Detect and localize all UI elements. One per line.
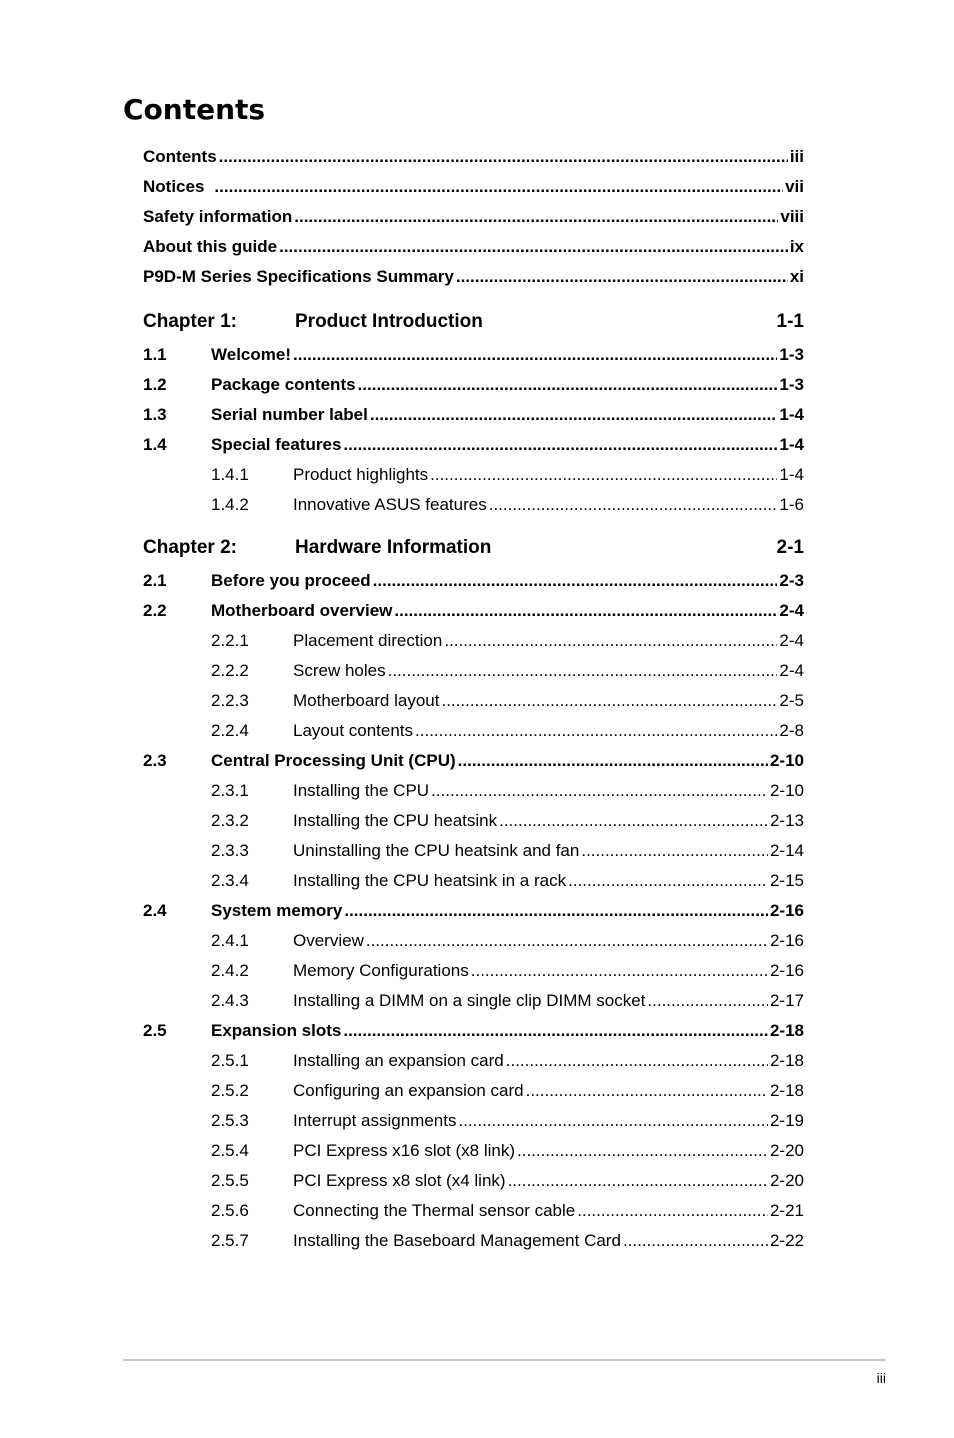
toc-entry-number: 2.4 xyxy=(143,901,167,920)
toc-entry-number: 2.1 xyxy=(143,571,167,590)
toc-entry-page: vii xyxy=(785,177,804,196)
toc-entry-label: Uninstalling the CPU heatsink and fan xyxy=(293,841,580,860)
toc-entry-number: 2.2.3 xyxy=(211,691,249,710)
chapter-number: Chapter 2: xyxy=(143,537,237,558)
toc-entry[interactable] xyxy=(143,1226,804,1256)
toc-entry-page: 2-10 xyxy=(769,781,804,800)
page-title: Contents xyxy=(123,93,266,126)
toc-entry[interactable] xyxy=(143,460,804,490)
toc-entry-page: 2-14 xyxy=(769,841,804,860)
toc-entry-page: viii xyxy=(780,207,804,226)
dot-leader xyxy=(214,177,783,197)
toc-entry-number: 1.4 xyxy=(143,435,167,454)
toc-entry-label: Installing the Baseboard Management Card xyxy=(293,1231,621,1250)
dot-leader xyxy=(431,781,768,801)
dot-leader xyxy=(219,147,788,167)
toc-entry[interactable] xyxy=(143,746,804,776)
toc-entry-page: 2-16 xyxy=(769,931,804,950)
toc-entry-number: 2.5.6 xyxy=(211,1201,249,1220)
toc-entry[interactable] xyxy=(143,686,804,716)
toc-entry[interactable] xyxy=(143,986,804,1016)
toc-entry-label: Contents xyxy=(143,147,217,166)
dot-leader xyxy=(279,237,788,257)
dot-leader xyxy=(394,601,777,621)
toc-entry-page: 2-20 xyxy=(769,1171,804,1190)
toc-entry-label: Before you proceed xyxy=(211,571,371,590)
toc-entry-page: 2-4 xyxy=(779,631,804,650)
dot-leader xyxy=(568,871,768,891)
toc-entry-label: Motherboard overview xyxy=(211,601,393,620)
toc-entry[interactable] xyxy=(143,430,804,460)
toc-entry-label: Installing an expansion card xyxy=(293,1051,504,1070)
toc-entry-label: PCI Express x8 slot (x4 link) xyxy=(293,1171,506,1190)
toc-entry-label: Motherboard layout xyxy=(293,691,440,710)
toc-entry-number: 2.5.7 xyxy=(211,1231,249,1250)
toc-entry-label: Central Processing Unit (CPU) xyxy=(211,751,456,770)
toc-entry-page: 1-3 xyxy=(779,345,804,364)
toc-entry-page: 2-4 xyxy=(779,661,804,680)
dot-leader xyxy=(458,1111,768,1131)
toc-entry-label: Interrupt assignments xyxy=(293,1111,457,1130)
dot-leader xyxy=(623,1231,768,1251)
toc-entry-label: Installing the CPU heatsink xyxy=(293,811,498,830)
dot-leader xyxy=(581,841,768,861)
toc-entry[interactable] xyxy=(143,1196,804,1226)
toc-entry[interactable] xyxy=(143,1076,804,1106)
toc-entry[interactable] xyxy=(143,490,804,520)
toc-entry-page: xi xyxy=(789,267,804,286)
toc-entry[interactable] xyxy=(143,956,804,986)
toc-entry-specifications-summary[interactable] xyxy=(143,262,804,292)
dot-leader xyxy=(366,931,768,951)
front-matter-list xyxy=(143,142,804,292)
dot-leader xyxy=(294,207,778,227)
toc-entry-number: 2.2 xyxy=(143,601,167,620)
toc-entry-number: 2.3.3 xyxy=(211,841,249,860)
dot-leader xyxy=(499,811,768,831)
toc-entry-label: Connecting the Thermal sensor cable xyxy=(293,1201,576,1220)
toc-entry[interactable] xyxy=(143,400,804,430)
toc-entry[interactable] xyxy=(143,926,804,956)
toc-entry[interactable] xyxy=(143,340,804,370)
toc-entry-page: 2-16 xyxy=(769,961,804,980)
dot-leader xyxy=(489,495,778,515)
toc-entry-label: Serial number label xyxy=(211,405,368,424)
toc-entry-label: Package contents xyxy=(211,375,356,394)
toc-entry-label: PCI Express x16 slot (x8 link) xyxy=(293,1141,516,1160)
toc-entry[interactable] xyxy=(143,806,804,836)
toc-entry[interactable] xyxy=(143,1136,804,1166)
chapter-page: 2-1 xyxy=(776,537,804,558)
toc-entry-page: 2-10 xyxy=(769,751,804,770)
toc-entry-number: 2.3 xyxy=(143,751,167,770)
toc-entry[interactable] xyxy=(143,656,804,686)
toc-entry[interactable] xyxy=(143,596,804,626)
dot-leader xyxy=(508,1171,768,1191)
dot-leader xyxy=(388,661,778,681)
dot-leader xyxy=(471,961,768,981)
toc-entry-page: 1-4 xyxy=(779,405,804,424)
toc-entry-number: 2.5 xyxy=(143,1021,167,1040)
toc-entry-page: 2-18 xyxy=(769,1051,804,1070)
toc-entry-page: ix xyxy=(789,237,804,256)
chapter-page: 1-1 xyxy=(776,311,804,332)
dot-leader xyxy=(517,1141,768,1161)
toc-entry-label: Notices xyxy=(143,177,205,196)
toc-entry[interactable] xyxy=(143,1106,804,1136)
toc-entry-number: 1.4.2 xyxy=(211,495,249,514)
toc-entry-label: Safety information xyxy=(143,207,293,226)
toc-entry-label: Welcome! xyxy=(211,345,291,364)
toc-entry[interactable] xyxy=(143,716,804,746)
dot-leader xyxy=(430,465,777,485)
chapter-title: Hardware Information xyxy=(295,537,492,558)
dot-leader xyxy=(344,901,768,921)
toc-entry-page: 2-16 xyxy=(769,901,804,920)
dot-leader xyxy=(343,435,777,455)
toc-entry-number: 2.5.4 xyxy=(211,1141,249,1160)
dot-leader xyxy=(526,1081,768,1101)
dot-leader xyxy=(370,405,778,425)
toc-entry[interactable] xyxy=(143,626,804,656)
toc-entry-safety-information[interactable] xyxy=(143,202,804,232)
chapter-heading[interactable] xyxy=(143,530,804,566)
toc-entry-contents[interactable] xyxy=(143,142,804,172)
toc-entry-page: 2-8 xyxy=(779,721,804,740)
toc-entry-label: Installing a DIMM on a single clip DIMM socket xyxy=(293,991,646,1010)
toc-entry[interactable] xyxy=(143,566,804,596)
dot-leader xyxy=(441,691,777,711)
toc-entry-label: Product highlights xyxy=(293,465,429,484)
toc-entry-page: 1-3 xyxy=(779,375,804,394)
toc-entry[interactable] xyxy=(143,896,804,926)
toc-entry[interactable] xyxy=(143,370,804,400)
toc-entry-label: Layout contents xyxy=(293,721,414,740)
dot-leader xyxy=(577,1201,768,1221)
toc-entry-number: 2.5.1 xyxy=(211,1051,249,1070)
toc-entry-page: 2-17 xyxy=(769,991,804,1010)
toc-entry-page: 2-3 xyxy=(779,571,804,590)
toc-entry-number: 2.3.2 xyxy=(211,811,249,830)
toc-entry-label: P9D-M Series Specifications Summary xyxy=(143,267,454,286)
toc-entry-page: iii xyxy=(789,147,804,166)
toc-entry-number: 2.5.5 xyxy=(211,1171,249,1190)
toc-entry[interactable] xyxy=(143,1016,804,1046)
toc-entry-page: 2-18 xyxy=(769,1081,804,1100)
toc-entry[interactable] xyxy=(143,836,804,866)
toc-entry-page: 1-4 xyxy=(779,465,804,484)
toc-entry-number: 2.2.4 xyxy=(211,721,249,740)
page-number: iii xyxy=(876,1370,886,1386)
toc-entry-notices[interactable] xyxy=(143,172,804,202)
chapter-number: Chapter 1: xyxy=(143,311,237,332)
toc-entry-label: Placement direction xyxy=(293,631,443,650)
toc-entry-number: 2.5.2 xyxy=(211,1081,249,1100)
dot-leader xyxy=(343,1021,768,1041)
chapter-title: Product Introduction xyxy=(295,311,483,332)
toc-entry-page: 2-22 xyxy=(769,1231,804,1250)
toc-entry[interactable] xyxy=(143,866,804,896)
toc-entry-label: Installing the CPU xyxy=(293,781,430,800)
chapter-2-section xyxy=(143,530,804,1256)
toc-entry-label: About this guide xyxy=(143,237,278,256)
dot-leader xyxy=(506,1051,768,1071)
dot-leader xyxy=(358,375,778,395)
toc-entry-label: System memory xyxy=(211,901,343,920)
toc-entry-number: 2.3.4 xyxy=(211,871,249,890)
dot-leader xyxy=(373,571,778,591)
chapter-1-section xyxy=(143,304,804,520)
dot-leader xyxy=(293,345,777,365)
toc-entry-number: 2.4.3 xyxy=(211,991,249,1010)
toc-entry-number: 2.4.1 xyxy=(211,931,249,950)
toc-entry-page: 1-6 xyxy=(779,495,804,514)
dot-leader xyxy=(456,267,788,287)
dot-leader xyxy=(458,751,768,771)
toc-entry-label: Expansion slots xyxy=(211,1021,342,1040)
toc-entry-about-this-guide[interactable] xyxy=(143,232,804,262)
toc-entry-page: 2-13 xyxy=(769,811,804,830)
dot-leader xyxy=(444,631,777,651)
toc-entry-number: 2.2.1 xyxy=(211,631,249,650)
toc-entry-page: 2-4 xyxy=(779,601,804,620)
toc-entry-label: Memory Configurations xyxy=(293,961,469,980)
toc-entry-number: 1.4.1 xyxy=(211,465,249,484)
toc-entry-page: 2-5 xyxy=(779,691,804,710)
toc-entry-page: 2-19 xyxy=(769,1111,804,1130)
toc-entry-label: Configuring an expansion card xyxy=(293,1081,524,1100)
toc-entry-page: 1-4 xyxy=(779,435,804,454)
toc-entry[interactable] xyxy=(143,1046,804,1076)
dot-leader xyxy=(415,721,777,741)
toc-entry-label: Screw holes xyxy=(293,661,386,680)
chapter-2-entries xyxy=(143,566,804,1256)
toc-entry-number: 2.2.2 xyxy=(211,661,249,680)
toc-entry-page: 2-18 xyxy=(769,1021,804,1040)
toc-entry[interactable] xyxy=(143,1166,804,1196)
toc-entry-number: 2.3.1 xyxy=(211,781,249,800)
toc-entry-number: 2.5.3 xyxy=(211,1111,249,1130)
toc-entry-label: Installing the CPU heatsink in a rack xyxy=(293,871,567,890)
toc-entry-page: 2-20 xyxy=(769,1141,804,1160)
toc-entry-number: 1.2 xyxy=(143,375,167,394)
dot-leader xyxy=(647,991,768,1011)
toc-entry-label: Overview xyxy=(293,931,364,950)
toc-entry[interactable] xyxy=(143,776,804,806)
footer-divider xyxy=(123,1359,886,1361)
chapter-1-entries xyxy=(143,340,804,520)
toc-entry-number: 1.1 xyxy=(143,345,167,364)
toc-entry-label: Special features xyxy=(211,435,342,454)
toc-entry-number: 1.3 xyxy=(143,405,167,424)
toc-entry-label: Innovative ASUS features xyxy=(293,495,487,514)
toc-entry-number: 2.4.2 xyxy=(211,961,249,980)
toc-entry-page: 2-15 xyxy=(769,871,804,890)
toc-entry-page: 2-21 xyxy=(769,1201,804,1220)
chapter-heading[interactable] xyxy=(143,304,804,340)
